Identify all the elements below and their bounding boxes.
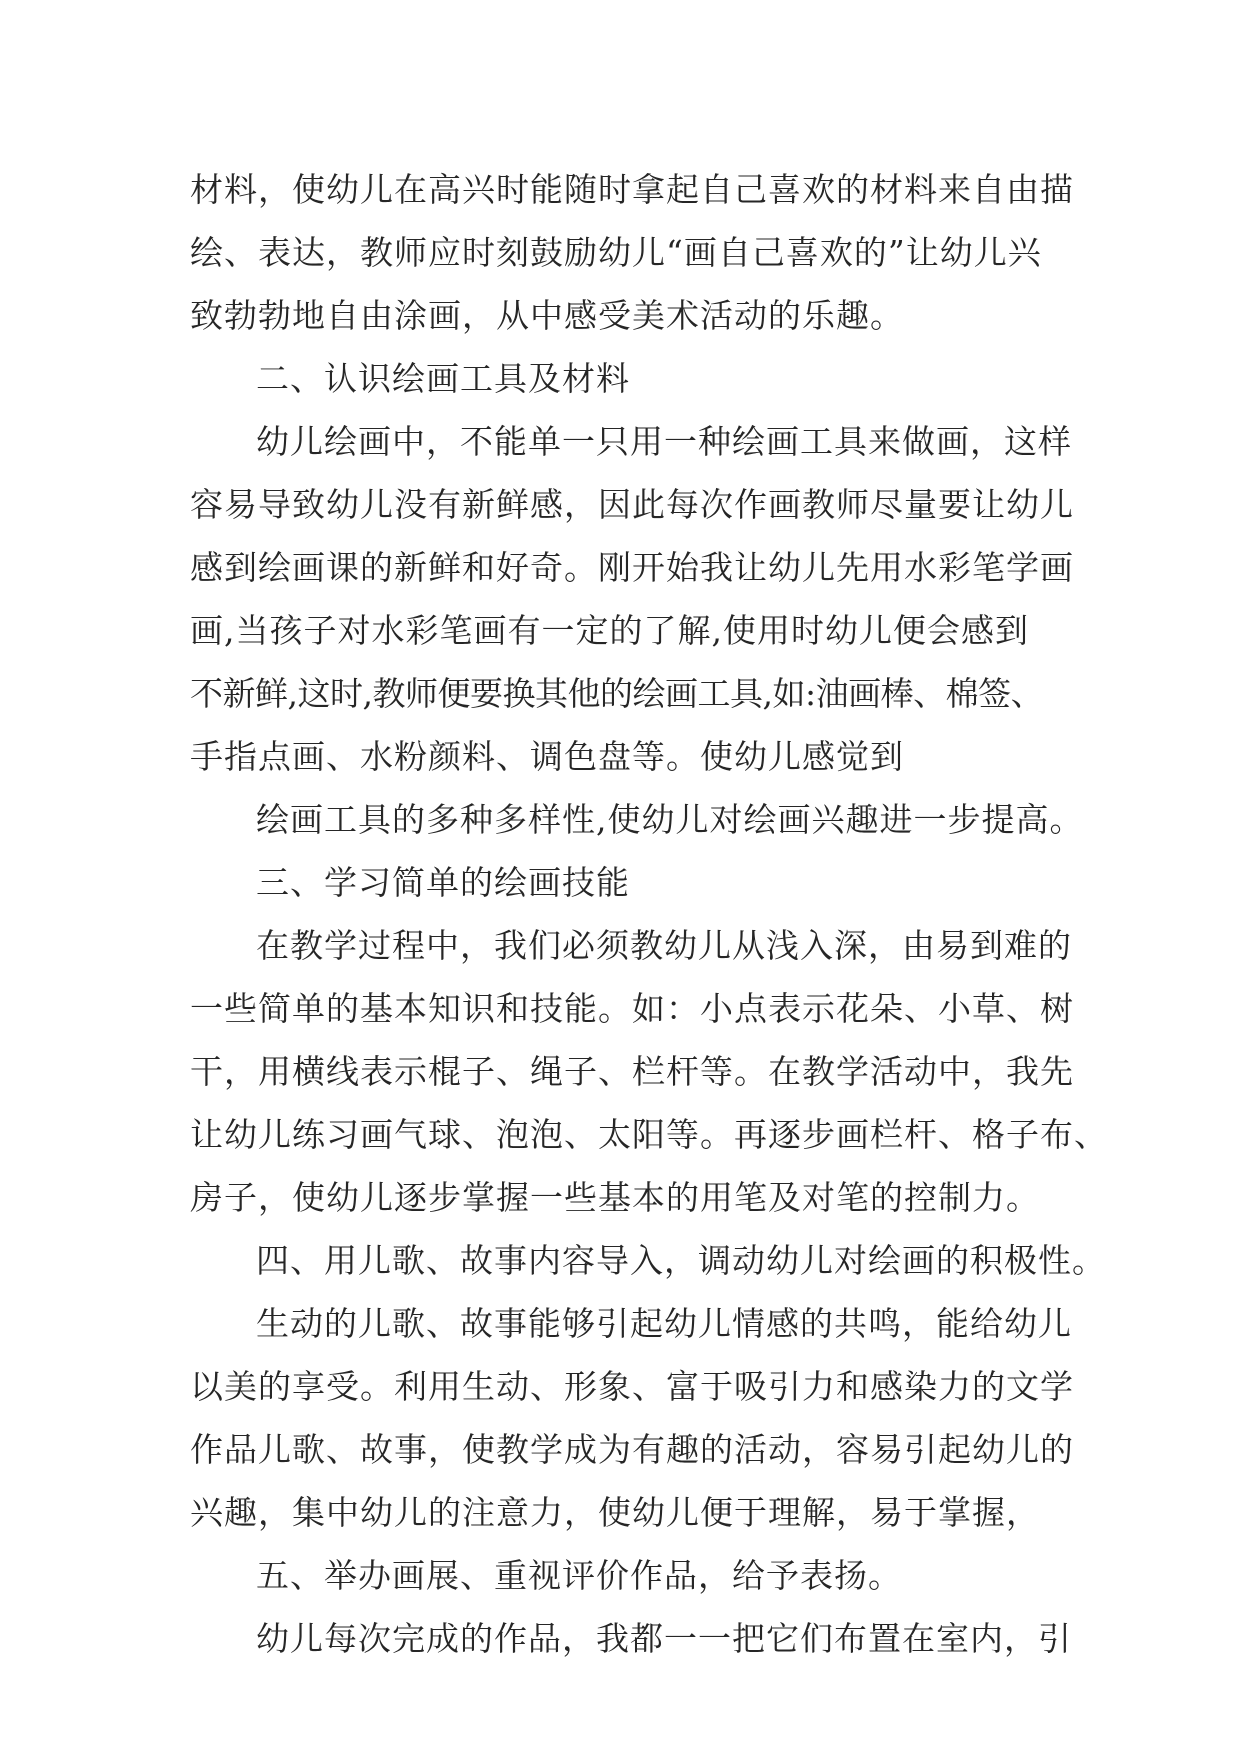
section-heading-4: 四、用儿歌、故事内容导入，调动幼儿对绘画的积极性。 bbox=[256, 1241, 1106, 1280]
text-line: 幼儿绘画中，不能单一只用一种绘画工具来做画，这样 bbox=[256, 422, 1072, 461]
text-line: 容易导致幼儿没有新鲜感，因此每次作画教师尽量要让幼儿 bbox=[190, 485, 1074, 524]
text-line: 房子，使幼儿逐步掌握一些基本的用笔及对笔的控制力。 bbox=[190, 1178, 1040, 1217]
text-line: 让幼儿练习画气球、泡泡、太阳等。再逐步画栏杆、格子布、 bbox=[190, 1115, 1108, 1154]
text-line: 绘画工具的多种多样性,使幼儿对绘画兴趣进一步提高。 bbox=[256, 800, 1084, 839]
text-line: 不新鲜,这时,教师便要换其他的绘画工具,如:油画棒、棉签、 bbox=[190, 674, 1044, 713]
text-line: 兴趣，集中幼儿的注意力，使幼儿便于理解，易于掌握， bbox=[190, 1493, 1040, 1532]
text-line: 干，用横线表示棍子、绳子、栏杆等。在教学活动中，我先 bbox=[190, 1052, 1074, 1091]
text-line: 作品儿歌、故事，使教学成为有趣的活动，容易引起幼儿的 bbox=[190, 1430, 1074, 1469]
text-line: 一些简单的基本知识和技能。如：小点表示花朵、小草、树 bbox=[190, 989, 1074, 1028]
text-line: 材料，使幼儿在高兴时能随时拿起自己喜欢的材料来自由描 bbox=[190, 170, 1074, 209]
text-line: 生动的儿歌、故事能够引起幼儿情感的共鸣，能给幼儿 bbox=[256, 1304, 1072, 1343]
text-line: 致勃勃地自由涂画，从中感受美术活动的乐趣。 bbox=[190, 296, 904, 335]
text-line: 幼儿每次完成的作品，我都一一把它们布置在室内，引 bbox=[256, 1619, 1072, 1658]
section-heading-3: 三、学习简单的绘画技能 bbox=[256, 863, 630, 902]
text-line: 绘、表达，教师应时刻鼓励幼儿“画自己喜欢的”让幼儿兴 bbox=[190, 233, 1042, 272]
section-heading-5: 五、举办画展、重视评价作品，给予表扬。 bbox=[256, 1556, 902, 1595]
text-line: 在教学过程中，我们必须教幼儿从浅入深，由易到难的 bbox=[256, 926, 1072, 965]
section-heading-2: 二、认识绘画工具及材料 bbox=[256, 359, 630, 398]
document-body bbox=[190, 158, 1108, 1670]
text-line: 感到绘画课的新鲜和好奇。刚开始我让幼儿先用水彩笔学画 bbox=[190, 548, 1074, 587]
text-line: 手指点画、水粉颜料、调色盘等。使幼儿感觉到 bbox=[190, 737, 904, 776]
text-line: 画,当孩子对水彩笔画有一定的了解,使用时幼儿便会感到 bbox=[190, 611, 1029, 650]
text-line: 以美的享受。利用生动、形象、富于吸引力和感染力的文学 bbox=[190, 1367, 1074, 1406]
